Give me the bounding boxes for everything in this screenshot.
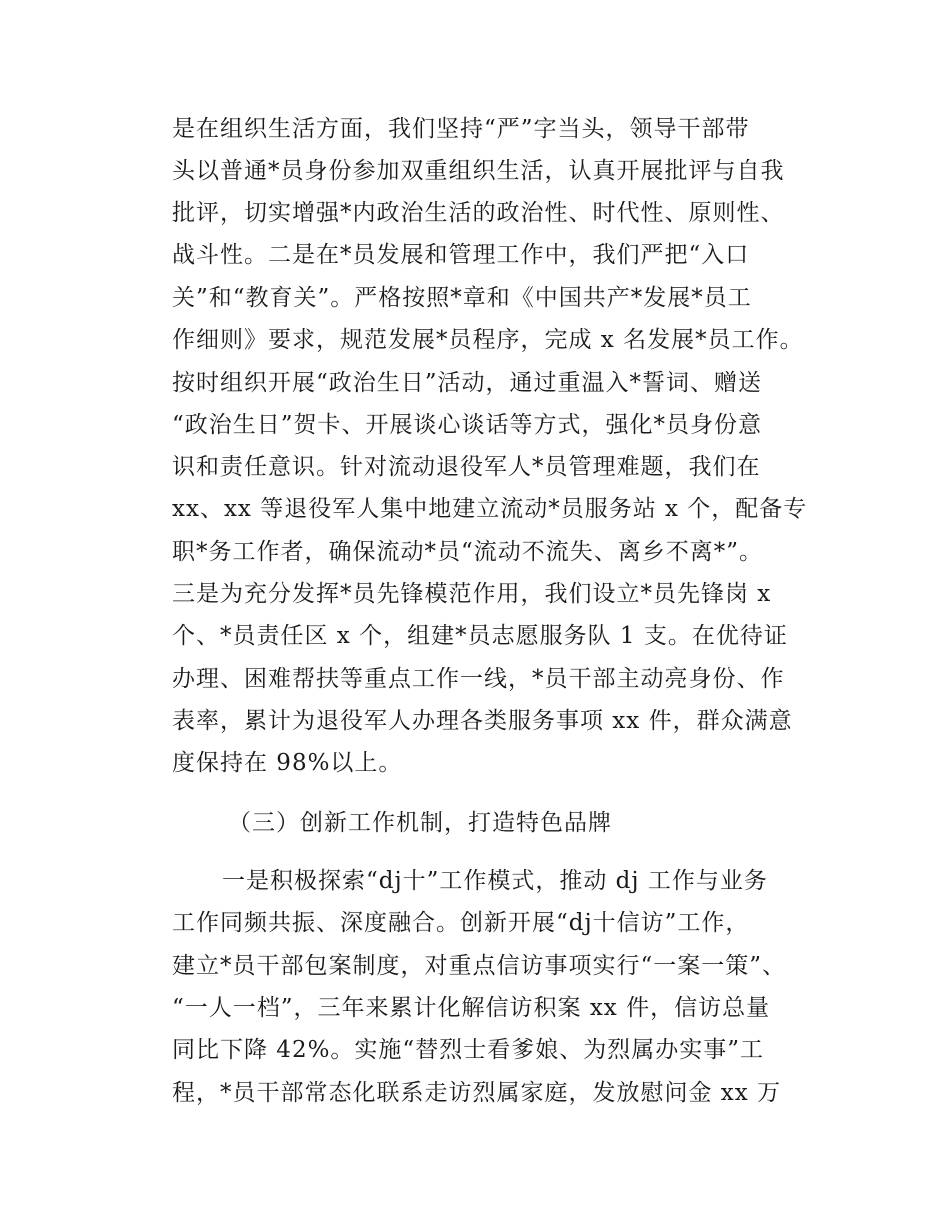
text-line: 关”和“教育关”。严格按照*章和《中国共产*发展*员工 [172, 285, 752, 311]
text-line: 一是积极探索“dj十”工作模式，推动 dj 工作与业务 [222, 868, 768, 894]
text-line: 识和责任意识。针对流动退役军人*员管理难题，我们在 [172, 454, 761, 480]
text-line: 作细则》要求，规范发展*员程序，完成 x 名发展*员工作。 [172, 327, 804, 353]
text-line: 同比下降 42%。实施“替烈士看爹娘、为烈属办实事”工 [172, 1037, 764, 1063]
text-line: 批评，切实增强*内政治生活的政治性、时代性、原则性、 [172, 200, 785, 226]
text-line: 战斗性。二是在*员发展和管理工作中，我们严把“入口 [172, 242, 750, 268]
text-line: 三是为充分发挥*员先锋模范作用，我们设立*员先锋岗 x [172, 581, 772, 607]
text-line: 按时组织开展“政治生日”活动，通过重温入*誓词、赠送 [172, 370, 763, 396]
text-line: “政治生日”贺卡、开展谈心谈话等方式，强化*员身份意 [172, 412, 763, 438]
text-line: xx、xx 等退役军人集中地建立流动*员服务站 x 个，配备专 [172, 496, 808, 522]
text-line: 建立*员干部包案制度，对重点信访事项实行“一案一策”、 [172, 953, 787, 979]
text-line: 头以普通*员身份参加双重组织生活，认真开展批评与自我 [172, 158, 785, 184]
text-line: 程，*员干部常态化联系走访烈属家庭，发放慰问金 xx 万 [172, 1080, 782, 1106]
text-line: 办理、困难帮扶等重点工作一线，*员干部主动亮身份、作 [172, 666, 785, 692]
text-line: 工作同频共振、深度融合。创新开展“dj十信访”工作， [172, 910, 750, 936]
text-line: 是在组织生活方面，我们坚持“严”字当头，领导干部带 [172, 116, 750, 142]
text-line: 职*务工作者，确保流动*员“流动不流失、离乡不离*”。 [172, 539, 764, 565]
text-line: 度保持在 98%以上。 [172, 750, 403, 776]
section-heading: （三）创新工作机制，打造特色品牌 [228, 810, 612, 836]
text-line: 表率，累计为退役军人办理各类服务事项 xx 件，群众满意 [172, 708, 793, 734]
text-line: 个、*员责任区 x 个，组建*员志愿服务队 1 支。在优待证 [172, 623, 788, 649]
text-line: “一人一档”，三年来累计化解信访积案 xx 件，信访总量 [172, 995, 771, 1021]
